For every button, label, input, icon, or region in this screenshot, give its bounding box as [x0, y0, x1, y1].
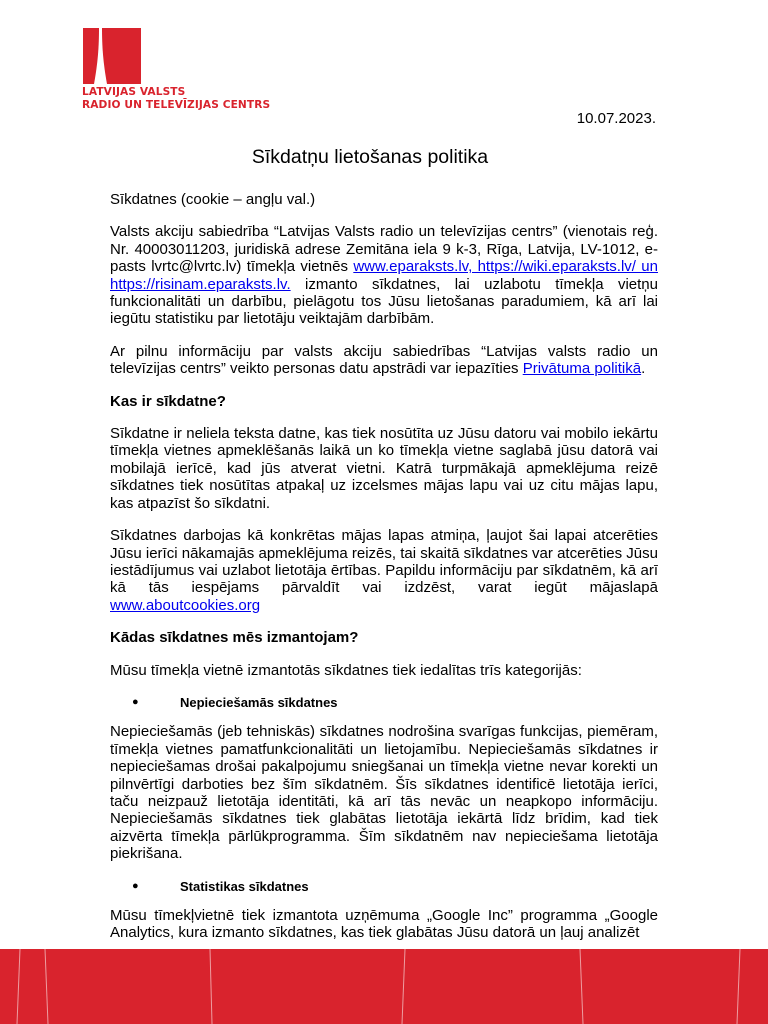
brand-line-1: LATVIJAS VALSTS — [82, 86, 186, 98]
statistics-paragraph: Mūsu tīmekļvietnē tiek izmantota uzņēmuma „Google Inc” programma „Google Analytics, kura izmanto sīkdatnes, kas tiek glabātas Jūsu datorā un ļauj analizēt — [110, 907, 658, 942]
cookie-definition-paragraph: Sīkdatne ir neliela teksta datne, kas tiek nosūtīta uz Jūsu datoru vai mobilo iekārtu tīmekļa vietnes apmeklēšanās laikā un ko tīmekļa vietne saglabā jūsu datorā vai mobilajā ierīcē, kad jūs atverat vietni. Katrā turpmākajā apmeklējuma reizē sīkdatnes tiek nosūtītas atpakaļ uz izcelsmes mājas lapu vai uz citu mājas lapu, kas atpazīst šo sīkdatni. — [110, 425, 658, 512]
privacy-text: Ar pilnu informāciju par valsts akciju sabiedrības “Latvijas valsts radio un televīzijas centrs” veikto personas datu apstrādi var iepazīties — [110, 342, 658, 378]
bullet-label: Statistikas sīkdatnes — [180, 878, 309, 894]
page-title: Sīkdatņu lietošanas politika — [251, 146, 489, 168]
privacy-text-end: . — [641, 360, 646, 378]
aboutcookies-link[interactable]: www.aboutcookies.org — [110, 596, 261, 614]
eparaksts-links[interactable]: www.eparaksts.lv, https://wiki.eparaksts.lv/ un https://risinam.eparaksts.lv. — [110, 258, 658, 293]
bullet-label: Nepieciešamās sīkdatnes — [180, 694, 338, 710]
company-text-end: izmanto sīkdatnes, lai uzlabotu tīmekļa vietņu funkcionalitāti un darbību, pielāgotu tos Jūsu lietošanas paradumiem, kā arī lai iegūtu statistiku par lietotāju veiktajām darbībām. — [110, 275, 658, 328]
privacy-paragraph — [110, 343, 658, 378]
heading-cookies-used: Kādas sīkdatnes mēs izmantojam? — [110, 629, 359, 647]
footer-band — [0, 949, 768, 1024]
bullet-necessary-cookies — [132, 694, 658, 711]
company-text: Valsts akciju sabiedrība “Latvijas Valsts radio un televīzijas centrs” (vienotais reģ. Nr. 40003011203, juridiskā adrese Zemitāna iela 9 k-3, Rīga, Latvija, LV-1012, e-pasts lvrtc@lvrtc.lv) tīmekļa vietnēs — [110, 223, 658, 276]
brand-name — [82, 86, 270, 112]
company-paragraph — [110, 223, 658, 327]
brand-line-2: RADIO UN TELEVĪZIJAS CENTRS — [82, 99, 271, 111]
cookie-memory-text: Sīkdatnes darbojas kā konkrētas mājas lapas atmiņa, ļaujot šai lapai atcerēties Jūsu ierīci nākamajās apmeklējuma reizēs, tai skaitā sīkdatnes var atcerēties Jūsu iestādījumus vai uzlabot lietotāja ērtības. Papildu informāciju par sīkdatnēm, kā arī kā tās iespējams pārvaldīt vai izdzēst, varat iegūt mājaslapā — [110, 527, 658, 597]
bullet-dot-icon: ● — [132, 879, 139, 892]
cookie-memory-paragraph — [110, 527, 658, 614]
categories-paragraph: Mūsu tīmekļa vietnē izmantotās sīkdatnes tiek iedalītas trīs kategorijās: — [110, 661, 582, 679]
footer-stripes-icon — [0, 949, 768, 1024]
lvrtc-logo-icon — [83, 28, 141, 84]
intro-paragraph: Sīkdatnes (cookie – angļu val.) — [110, 191, 316, 208]
privacy-policy-link[interactable]: Privātuma politikā — [522, 360, 642, 378]
bullet-dot-icon: ● — [132, 695, 139, 708]
bullet-statistics-cookies — [132, 878, 658, 895]
document-body — [110, 191, 658, 942]
heading-what-is-cookie: Kas ir sīkdatne? — [110, 392, 226, 410]
document-date: 10.07.2023. — [576, 110, 656, 127]
necessary-cookies-paragraph: Nepieciešamās (jeb tehniskās) sīkdatnes nodrošina svarīgas funkcijas, piemēram, tīmekļa vietnes pamatfunkcionalitāti un lietojamību. Nepieciešamās sīkdatnes ir nepieciešamas drošai pakalpojumu sniegšanai un tīmekļa vietne nevar korekti un pilnvērtīgi darboties bez šīm sīkdatnēm. Šīs sīkdatnes identificē lietotāja ierīci, taču neizpauž lietotāja identitāti, kā arī tās nevāc un neapkopo informāciju. Nepieciešamās sīkdatnes tiek glabātas lietotāja iekārtā līdz brīdim, kad tiek aizvērta tīmekļa pārlūkprogramma. Šīm sīkdatnēm nav nepieciešama lietotāja piekrišana. — [110, 723, 658, 863]
